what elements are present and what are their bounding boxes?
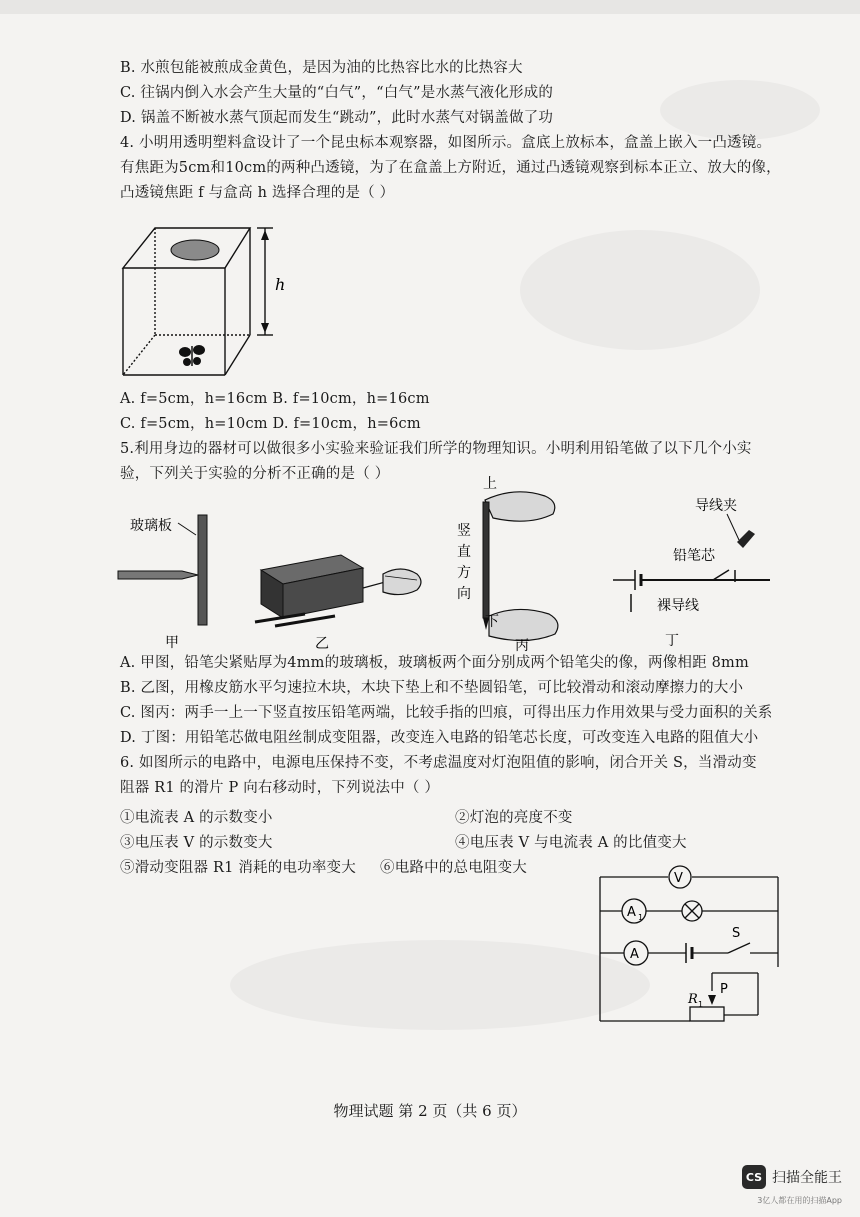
question-5-option-c: C. 图丙：两手一上一下竖直按压铅笔两端，比较手指的凹痕，可得出压力作用效果与受力面积的关系 [120,705,773,721]
statement-4: ④电压表 V 与电流表 A 的比值变大 [455,835,687,851]
specimen-box-figure [115,220,315,385]
pencil [118,571,198,579]
figure-bing-label: 丙 [515,638,529,654]
scan-edge [0,0,860,14]
bleed-through [520,230,760,350]
glass-plate-label: 玻璃板 [130,518,172,534]
lower-hand-icon [489,609,558,640]
clip-label: 导线夹 [695,498,737,514]
question-4-line1: 4. 小明用透明塑料盒设计了一个昆虫标本观察器，如图所示。盒底上放标本，盒盖上嵌入一凸透镜。 [120,135,772,151]
rheostat-label: R [688,992,698,1007]
butterfly-icon [179,345,205,366]
figure-ding-label: 丁 [665,633,679,649]
direction-char-2: 直 [457,544,471,560]
question-4-line2: 有焦距为5cm和10cm的两种凸透镜，为了在盒盖上方附近，通过凸透镜观察到标本正立、放大的像， [120,160,781,176]
scanner-watermark [742,1165,842,1189]
page-footer: 物理试题 第 2 页（共 6 页） [333,1102,527,1120]
scanner-tagline: 3亿人都在用的扫描App [757,1196,842,1205]
bleed-through [230,940,650,1030]
statement-2: ②灯泡的亮度不变 [455,810,573,826]
switch-label: S [732,926,741,941]
question-5-line1: 5.利用身边的器材可以做很多小实验来验证我们所学的物理知识。小明利用铅笔做了以下几个小实 [120,441,752,457]
camscanner-logo-icon: CS [742,1165,766,1189]
figure-bing [445,470,585,655]
up-label: 上 [483,476,497,492]
rheostat-subscript: 1 [698,1000,704,1009]
figure-jia-label: 甲 [165,635,179,651]
down-label: 下 [485,614,499,630]
direction-char-4: 向 [457,586,471,602]
statement-5: ⑤滑动变阻器 R1 消耗的电功率变大 [120,860,356,876]
option-3c: C. 往锅内倒入水会产生大量的“白气”，“白气”是水蒸气液化形成的 [120,85,554,101]
question-5-option-d: D. 丁图：用铅笔芯做电阻丝制成变阻器，改变连入电路的铅笔芯长度，可改变连入电路的阻值大小 [120,730,759,746]
voltmeter-label: V [674,871,683,886]
circuit-diagram [590,855,790,1030]
upper-hand-icon [485,492,555,521]
question-6-line2: 阻器 R1 的滑片 P 向右移动时，下列说法中（ ） [120,780,440,796]
direction-char-3: 方 [457,565,471,581]
figure-yi [245,540,445,655]
question-4-line3: 凸透镜焦距 f 与盒高 h 选择合理的是（ ） [120,185,395,201]
ammeter-a-label: A [630,947,639,962]
scanner-name: 扫描全能王 [772,1170,842,1186]
figure-ding [605,490,785,655]
pencil-core-label: 铅笔芯 [673,548,715,564]
question-5-option-b: B. 乙图，用橡皮筋水平匀速拉木块，木块下垫上和不垫圆铅笔，可比较滑动和滚动摩擦力的大小 [120,680,744,696]
clip-icon [737,530,755,548]
option-3b: B. 水煎包能被煎成金黄色，是因为油的比热容比水的比热容大 [120,60,523,76]
ammeter-a1-subscript: 1 [638,913,644,922]
question-5-line2: 验，下列关于实验的分析不正确的是（ ） [120,466,390,482]
statement-1: ①电流表 A 的示数变小 [120,810,273,826]
rubber-band [363,582,385,588]
direction-char-1: 竖 [457,523,471,539]
question-4-options-ab: A. f=5cm，h=16cm B. f=10cm，h=16cm [120,391,430,407]
question-6-line1: 6. 如图所示的电路中，电源电压保持不变，不考虑温度对灯泡阻值的影响，闭合开关 S，当滑动变 [120,755,757,771]
lens-ellipse [171,240,219,260]
slider-label: P [720,982,728,997]
glass-plate [198,515,207,625]
rheostat-r1 [690,1007,724,1021]
vertical-pencil [483,502,489,618]
statement-6: ⑥电路中的总电阻变大 [380,860,527,876]
statement-3: ③电压表 V 的示数变大 [120,835,273,851]
question-5-option-a: A. 甲图，铅笔尖紧贴厚为4mm的玻璃板，玻璃板两个面分别成两个铅笔尖的像，两像相距 8mm [120,655,749,671]
box-height-label: h [275,275,286,294]
ammeter-a1-label: A [627,905,636,920]
question-4-options-cd: C. f=5cm，h=10cm D. f=10cm，h=6cm [120,416,421,432]
hand-icon [383,569,421,595]
option-3d: D. 锅盖不断被水蒸气顶起而发生“跳动”，此时水蒸气对锅盖做了功 [120,110,554,126]
figure-yi-label: 乙 [315,636,329,652]
figure-jia [110,495,240,655]
bare-wire-label: 裸导线 [657,598,699,614]
